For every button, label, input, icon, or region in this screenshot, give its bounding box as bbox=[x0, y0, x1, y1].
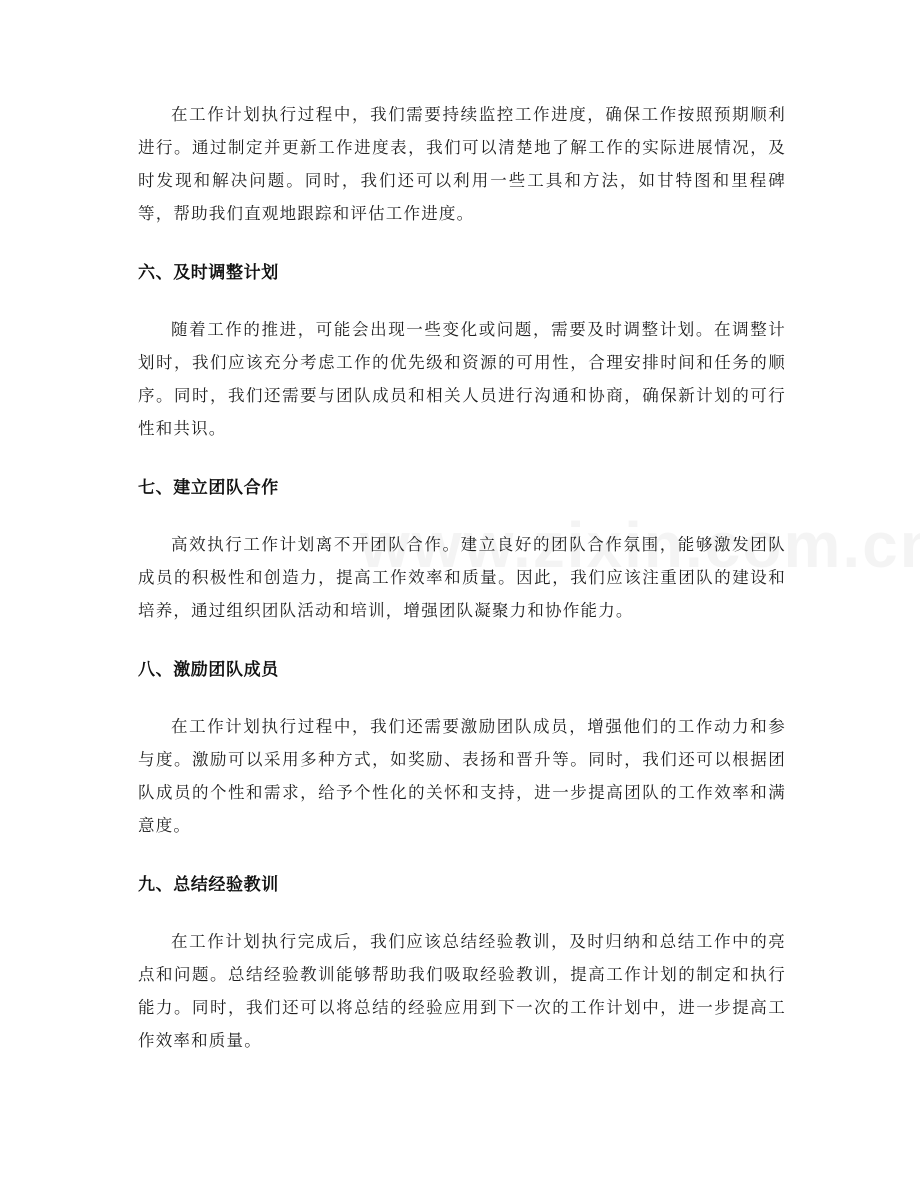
document-page bbox=[138, 98, 786, 1057]
intro-paragraph: 在工作计划执行过程中，我们需要持续监控工作进度，确保工作按照预期顺利进行。通过制定并更新工作进度表，我们可以清楚地了解工作的实际进展情况，及时发现和解决问题。同时，我们还可以利用一些工具和方法，如甘特图和里程碑等，帮助我们直观地跟踪和评估工作进度。 bbox=[138, 105, 786, 223]
section-heading: 六、及时调整计划 bbox=[138, 263, 279, 283]
section-heading: 七、建立团队合作 bbox=[138, 478, 279, 498]
section-8 bbox=[138, 654, 786, 842]
section-heading: 八、激励团队成员 bbox=[138, 660, 279, 680]
section-9 bbox=[138, 869, 786, 1057]
section-7 bbox=[138, 472, 786, 627]
section-body: 在工作计划执行过程中，我们还需要激励团队成员，增强他们的工作动力和参与度。激励可以采用多种方式，如奖励、表扬和晋升等。同时，我们还可以根据团队成员的个性和需求，给予个性化的关怀和支持，进一步提高团队的工作效率和满意度。 bbox=[138, 717, 786, 835]
section-body: 随着工作的推进，可能会出现一些变化或问题，需要及时调整计划。在调整计划时，我们应该充分考虑工作的优先级和资源的可用性，合理安排时间和任务的顺序。同时，我们还需要与团队成员和相关人员进行沟通和协商，确保新计划的可行性和共识。 bbox=[138, 320, 786, 438]
section-heading: 九、总结经验教训 bbox=[138, 875, 279, 895]
section-body: 在工作计划执行完成后，我们应该总结经验教训，及时归纳和总结工作中的亮点和问题。总结经验教训能够帮助我们吸取经验教训，提高工作计划的制定和执行能力。同时，我们还可以将总结的经验应用到下一次的工作计划中，进一步提高工作效率和质量。 bbox=[138, 932, 786, 1050]
section-body: 高效执行工作计划离不开团队合作。建立良好的团队合作氛围，能够激发团队成员的积极性和创造力，提高工作效率和质量。因此，我们应该注重团队的建设和培养，通过组织团队活动和培训，增强团队凝聚力和协作能力。 bbox=[138, 535, 786, 620]
section-6 bbox=[138, 257, 786, 445]
